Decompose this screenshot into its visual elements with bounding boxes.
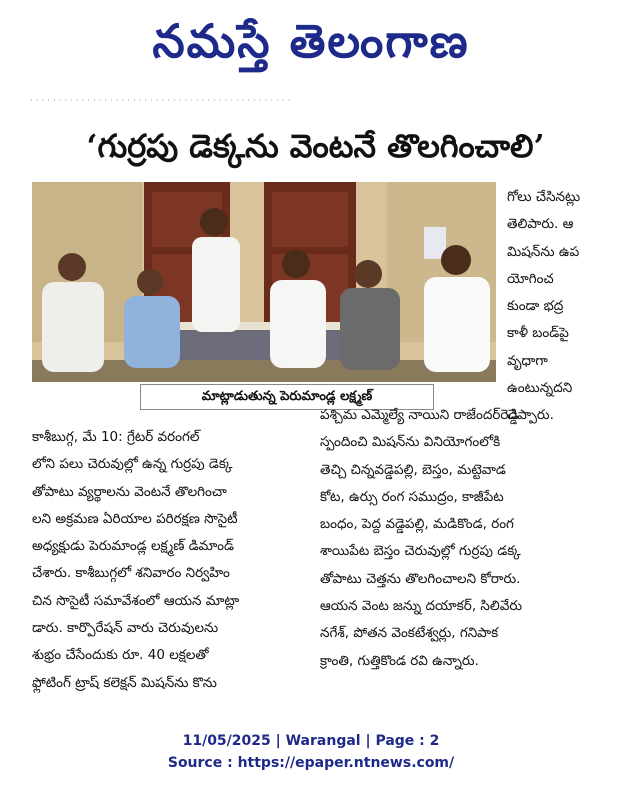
text-line: డారు. కార్పొరేషన్ వారు చెరువులను: [32, 620, 219, 637]
text-line: వృధాగా: [507, 352, 548, 369]
cropped-text-strip: · · · · · · · · · · · · · · · · · · · · · · · · · · · · · · · · · · · · · · · · · · · · · ·: [30, 96, 291, 106]
text-line: శుభ్రం చేసేందుకు రూ. 40 లక్షలతో: [32, 647, 209, 664]
text-line: యోగించ: [507, 270, 554, 287]
newspaper-masthead: నమస్తే తెలంగాణ: [152, 14, 470, 68]
left-column-text: [32, 424, 312, 697]
text-line: అధ్యక్షుడు పెరుమాండ్ల లక్ష్మణ్ డిమాండ్: [32, 538, 234, 555]
article-headline: ‘గుర్రపు డెక్కను వెంటనే తొలగించాలి’: [86, 127, 545, 165]
text-line: క్రాంతి, గుత్తికొండ రవి ఉన్నారు.: [320, 652, 479, 669]
text-line: లోని పలు చెరువుల్లో ఉన్న గుర్రపు డెక్క: [32, 456, 233, 473]
text-line: పశ్చిమ ఎమ్మెల్యే నాయిని రాజేందర్‌రెడ్డి: [320, 407, 519, 423]
text-line: కాళీ బండ్‌పై: [507, 325, 569, 342]
text-line: కాశీబుగ్గ, మే 10: గ్రేటర్ వరంగల్: [32, 429, 200, 445]
text-line: ఉంటున్నదని: [507, 380, 573, 397]
text-line: బంధం, పెద్ద వడ్డెపల్లి, మడికొండ, రంగ: [320, 516, 514, 533]
text-line: స్పందించి మిషన్‌ను వినియోగంలోకి: [320, 434, 501, 451]
text-line: ఆయన వెంట జన్ను దయాకర్, సిలివేరు: [320, 598, 523, 615]
text-line: తెలిపారు. ఆ: [507, 216, 574, 233]
middle-column-text: [320, 402, 592, 675]
text-line: తోపాటు వ్యర్థాలను వెంటనే తొలగించా: [32, 483, 227, 500]
text-line: చేశారు. కాశీబుగ్గలో శనివారం నిర్వహిం: [32, 565, 230, 582]
text-line: తోపాటు చెత్తను తొలగించాలని కోరారు.: [320, 570, 521, 587]
text-line: మిషన్‌ను ఉప: [507, 243, 580, 260]
source-link[interactable]: Source : https://epaper.ntnews.com/: [167, 755, 455, 771]
right-column-text: [507, 184, 593, 430]
text-line: కోట, ఉర్సు రంగ సముద్రం, కాజీపేట: [320, 488, 504, 505]
text-line: కుండా భద్ర: [507, 298, 564, 315]
text-line: చిన సొసైటీ సమావేశంలో ఆయన మాట్లా: [32, 592, 240, 609]
text-line: శాయిపేట బెస్తం చెరువుల్లో గుర్రపు డక్క: [320, 543, 521, 560]
text-line: తెచ్చి చిన్నవడ్డెపల్లి, బెస్తం, మట్టెవాడ: [320, 461, 506, 478]
text-line: లని అక్రమణ ఏరియాల పరిరక్షణ సొసైటీ: [32, 510, 238, 527]
text-line: నగేశ్, పోతన వెంకటేశ్వర్లు, గనిపాక: [320, 625, 499, 642]
article-photo: [32, 182, 496, 382]
text-line: ఫ్లోటింగ్ ట్రాష్ కలెక్షన్ మిషన్‌ను కొను: [32, 674, 217, 691]
photo-caption: మాట్లాడుతున్న పెరుమాండ్ల లక్ష్మణ్: [140, 384, 434, 410]
edition-info: 11/05/2025 | Warangal | Page : 2: [182, 733, 440, 749]
text-line: చెప్పారు.: [507, 407, 554, 424]
text-line: గోలు చేసినట్లు: [507, 189, 581, 205]
